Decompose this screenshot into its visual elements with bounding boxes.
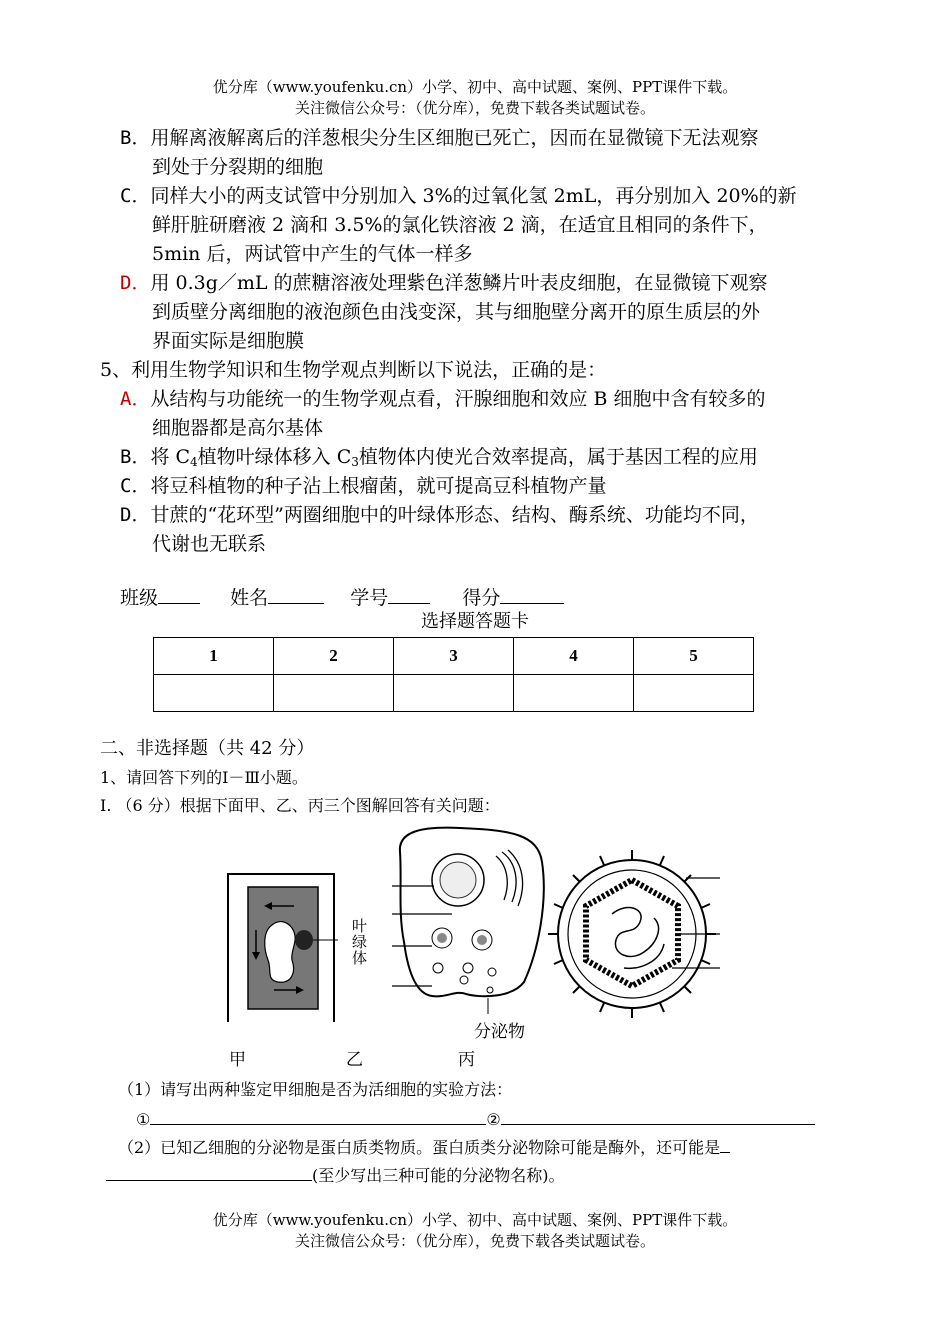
name-blank[interactable] <box>268 585 324 604</box>
id-blank[interactable] <box>388 585 430 604</box>
answer-blank-2[interactable] <box>501 1106 815 1125</box>
sub-question-2-text: （2）已知乙细胞的分泌物是蛋白质类物质。蛋白质类分泌物除可能是酶外，还可能是 <box>118 1138 721 1157</box>
footer-line-2: 关注微信公众号：（优分库），免费下载各类试题试卷。 <box>294 1232 655 1250</box>
q4-option-b <box>120 124 758 153</box>
option-letter-answer: A． <box>120 388 151 410</box>
q5-option-c <box>120 472 606 501</box>
option-text: 到质壁分离细胞的液泡颜色由浅变深，其与细胞壁分离开的原生质层的外 <box>152 301 761 323</box>
answer-card-header: 5 <box>634 638 754 675</box>
answer-blank-3a[interactable] <box>720 1134 730 1153</box>
option-text: 甘蔗的“花环型”两圈细胞中的叶绿体形态、结构、酶系统、功能均不同， <box>150 504 759 526</box>
answer-blank-1[interactable] <box>150 1106 486 1125</box>
answer-card-header: 3 <box>394 638 514 675</box>
q4-option-c <box>120 182 797 211</box>
option-letter: D． <box>120 504 151 526</box>
answer-blank-3[interactable] <box>106 1162 312 1181</box>
q5-stem: 5、利用生物学知识和生物学观点判断以下说法，正确的是： <box>100 359 607 381</box>
q4-option-d <box>120 269 768 298</box>
cell-jia-diagram <box>228 874 338 1022</box>
answer-cell[interactable] <box>274 675 394 712</box>
subscript: 4 <box>190 455 198 469</box>
option-text: 用解离液解离后的洋葱根尖分生区细胞已死亡，因而在显微镜下无法观察 <box>150 127 759 149</box>
answer-cell[interactable] <box>154 675 274 712</box>
option-letter-answer: D． <box>120 272 151 294</box>
label-bing: 丙 <box>458 1050 475 1070</box>
option-letter: C． <box>120 475 151 497</box>
sub-question-1: （1）请写出两种鉴定甲细胞是否为活细胞的实验方法： <box>118 1080 513 1099</box>
option-text: 鲜肝脏研磨液 2 滴和 3.5%的氯化铁溶液 2 滴，在适宜且相同的条件下， <box>152 214 768 236</box>
option-text: 5min 后，两试管中产生的气体一样多 <box>152 243 473 265</box>
class-label: 班级 <box>120 587 159 609</box>
answer-card-header: 2 <box>274 638 394 675</box>
option-text: 将豆科植物的种子沾上根瘤菌，就可提高豆科植物产量 <box>150 475 607 497</box>
label-jia: 甲 <box>229 1050 246 1070</box>
class-blank[interactable] <box>158 585 200 604</box>
answer-card-header: 1 <box>154 638 274 675</box>
option-letter: B． <box>120 127 151 149</box>
secretion-label: 分泌物 <box>474 1022 525 1042</box>
sub-question-2-tail: (至少写出三种可能的分泌物名称)。 <box>312 1166 565 1185</box>
q5-option-a <box>120 385 766 414</box>
answer-card <box>153 637 754 712</box>
option-text: 到处于分裂期的细胞 <box>152 156 324 178</box>
circle-two: ② <box>486 1110 501 1129</box>
id-label: 学号 <box>350 587 389 609</box>
label-yi: 乙 <box>346 1050 363 1070</box>
answer-cell[interactable] <box>514 675 634 712</box>
option-text: 同样大小的两支试管中分别加入 3%的过氧化氢 2mL，再分别加入 20%的新 <box>150 185 797 207</box>
option-text: 界面实际是细胞膜 <box>152 330 305 352</box>
option-text: 植物体内使光合效率提高，属于基因工程的应用 <box>358 446 758 468</box>
section2-q1: 1、请回答下列的Ⅰ－Ⅲ小题。 <box>100 768 308 787</box>
section2-part-i: Ⅰ. （6 分）根据下面甲、乙、丙三个图解回答有关问题： <box>100 796 500 815</box>
cell-bing-diagram <box>548 850 720 1018</box>
option-text: 细胞器都是高尔基体 <box>152 417 324 439</box>
answer-cell[interactable] <box>634 675 754 712</box>
score-label: 得分 <box>462 587 501 609</box>
chloroplast-label: 叶绿体 <box>352 917 368 967</box>
q5-option-d <box>120 501 759 530</box>
section2-title: 二、非选择题（共 42 分） <box>100 738 315 759</box>
option-text: 用 0.3g／mL 的蔗糖溶液处理紫色洋葱鳞片叶表皮细胞，在显微镜下观察 <box>150 272 768 294</box>
option-text: 从结构与功能统一的生物学观点看，汗腺细胞和效应 B 细胞中含有较多的 <box>150 388 766 410</box>
score-blank[interactable] <box>500 585 564 604</box>
header-line-1: 优分库（www.youfenku.cn）小学、初中、高中试题、案例、PPT课件下载。 <box>212 78 738 96</box>
subscript: 3 <box>351 455 359 469</box>
option-text: 植物叶绿体移入 C <box>197 446 352 468</box>
cell-yi-diagram <box>392 828 544 1014</box>
cell-diagrams <box>220 822 740 1022</box>
circle-one: ① <box>136 1110 151 1129</box>
name-label: 姓名 <box>230 587 269 609</box>
sub-question-2-tail-line <box>106 1162 565 1188</box>
option-text: 代谢也无联系 <box>152 533 267 555</box>
option-letter: B． <box>120 446 151 468</box>
header-line-2: 关注微信公众号：（优分库），免费下载各类试题试卷。 <box>294 99 655 117</box>
footer-line-1: 优分库（www.youfenku.cn）小学、初中、高中试题、案例、PPT课件下载。 <box>212 1211 738 1229</box>
answer-cell[interactable] <box>394 675 514 712</box>
option-letter: C． <box>120 185 151 207</box>
student-info-line <box>120 584 564 613</box>
answer-card-title: 选择题答题卡 <box>421 611 529 632</box>
option-text: 将 C <box>150 446 191 468</box>
answer-card-header: 4 <box>514 638 634 675</box>
sub-question-2 <box>118 1134 730 1160</box>
sub-question-1-blanks <box>136 1106 815 1132</box>
